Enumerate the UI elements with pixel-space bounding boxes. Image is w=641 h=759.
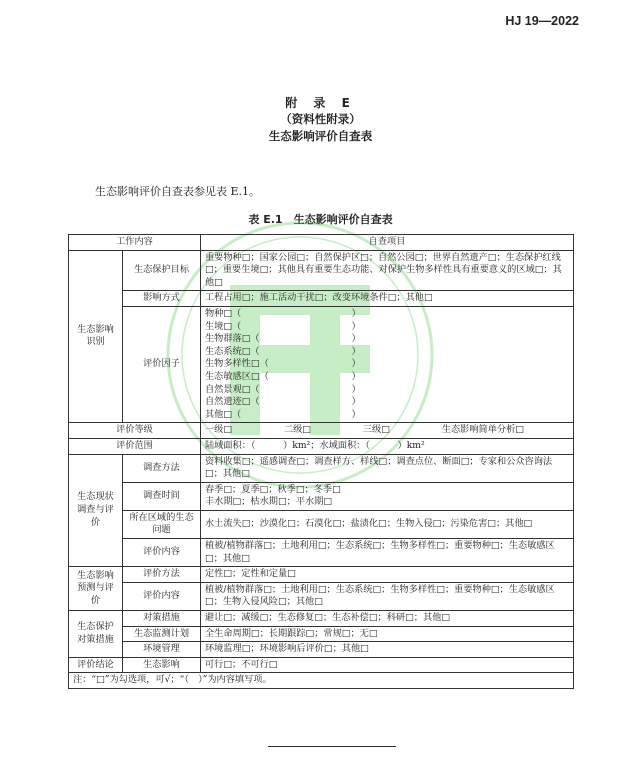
table-row <box>69 510 574 538</box>
row-label-measures: 对策措施 <box>123 611 201 627</box>
survey-time-water-periods: 丰水期□；枯水期□；平水期□ <box>205 496 333 508</box>
table-caption: 表 E.1 生态影响评价自查表 <box>248 213 393 226</box>
grade-option: 二级□ <box>283 424 311 436</box>
row-text-prediction-method: 定性□；定性和定量□ <box>201 567 574 583</box>
row-text-ecological-impact: 可行□；不可行□ <box>201 657 574 673</box>
factor-item: 生境□（ ） <box>205 320 361 332</box>
row-label-prediction-method: 评价方法 <box>123 567 201 583</box>
factor-list <box>201 306 574 422</box>
table-row <box>69 539 574 567</box>
table-row <box>69 626 574 642</box>
appendix-name: 生态影响评价自查表 <box>268 129 373 143</box>
factor-item: 生态敏感区□（ ） <box>205 370 361 382</box>
row-text-prediction-content: 植被/植物群落□；土地利用□；生态系统□；生物多样性□；重要物种□；生态敏感区□；生物入侵风险□；其他□ <box>201 582 574 610</box>
table-row <box>69 567 574 583</box>
factor-item: 生态系统□（ ） <box>205 345 361 357</box>
table-row <box>69 306 574 422</box>
group-impact-identification: 生态影响识别 <box>69 250 123 423</box>
group-protection-measures: 生态保护对策措施 <box>69 611 123 658</box>
grade-option: 生态影响简单分析□ <box>441 424 524 436</box>
table-row <box>69 423 574 439</box>
table-row <box>69 454 574 482</box>
row-label-eval-scope: 评价范围 <box>69 438 201 454</box>
row-label-eval-grade: 评价等级 <box>69 423 201 439</box>
row-text-env-management: 环境监理□；环境影响后评价□；其他□ <box>201 642 574 658</box>
table-row <box>69 482 574 510</box>
self-check-table <box>68 234 574 689</box>
row-text-eval-scope: 陆域面积：（ ）km²；水域面积：（ ）km² <box>201 438 574 454</box>
standard-code: HJ 19—2022 <box>505 14 579 28</box>
row-label-monitoring-plan: 生态监测计划 <box>123 626 201 642</box>
factor-item: 自然遗迹□（ ） <box>205 396 361 408</box>
row-label-eval-factor: 评价因子 <box>123 306 201 422</box>
factor-item: 生物多样性□（ ） <box>205 358 361 370</box>
row-label-protection-target: 生态保护目标 <box>123 250 201 291</box>
row-label-impact-method: 影响方式 <box>123 291 201 307</box>
row-text-status-content: 植被/植物群落□；土地利用□；生态系统□；生物多样性□；重要物种□；生态敏感区□；其他□ <box>201 539 574 567</box>
table-row <box>69 642 574 658</box>
row-text-impact-method: 工程占用□；施工活动干扰□；改变环境条件□；其他□ <box>201 291 574 307</box>
row-text-survey-time <box>201 482 574 510</box>
survey-time-seasons: 春季□；夏季□；秋季□；冬季□ <box>205 483 341 495</box>
header-work-content: 工作内容 <box>69 235 201 251</box>
grade-option: 一级□ <box>205 424 233 436</box>
table-note-row <box>69 673 574 689</box>
factor-item: 物种□（ ） <box>205 307 361 319</box>
header-check-items: 自查项目 <box>201 235 574 251</box>
factor-item: 自然景观□（ ） <box>205 383 361 395</box>
row-text-monitoring-plan: 全生命周期□；长期跟踪□；常规□；无□ <box>201 626 574 642</box>
row-label-ecological-impact: 生态影响 <box>123 657 201 673</box>
table-row <box>69 291 574 307</box>
row-text-measures: 避让□；减缓□；生态修复□；生态补偿□；科研□；其他□ <box>201 611 574 627</box>
row-text-protection-target: 重要物种□；国家公园□；自然保护区□；自然公园□；世界自然遗产□；生态保护红线□；重要生境□；其他具有重要生态功能、对保护生物多样性具有重要意义的区域□；其他□ <box>201 250 574 291</box>
group-impact-prediction: 生态影响预测与评价 <box>69 567 123 611</box>
footer-rule <box>268 746 396 747</box>
appendix-title: 附 录 E <box>285 96 356 110</box>
row-label-env-management: 环境管理 <box>123 642 201 658</box>
appendix-subtitle: （资料性附录） <box>280 112 361 126</box>
row-label-survey-time: 调查时间 <box>123 482 201 510</box>
table-row <box>69 657 574 673</box>
table-row <box>69 582 574 610</box>
row-label-prediction-content: 评价内容 <box>123 582 201 610</box>
table-row <box>69 438 574 454</box>
table-note: 注：“□”为勾选项，可√；“（ ）”为内容填写项。 <box>69 673 574 689</box>
row-label-status-content: 评价内容 <box>123 539 201 567</box>
factor-item: 其他□（ ） <box>205 408 361 420</box>
row-label-regional-issues: 所在区域的生态问题 <box>123 510 201 538</box>
intro-paragraph: 生态影响评价自查表参见表 E.1。 <box>95 185 261 198</box>
table-row <box>69 611 574 627</box>
row-text-survey-method: 资料收集□；遥感调查□；调查样方、样线□；调查点位、断面□；专家和公众咨询法□；其他□ <box>201 454 574 482</box>
table-row <box>69 250 574 291</box>
factor-item: 生物群落□（ ） <box>205 333 361 345</box>
row-label-survey-method: 调查方法 <box>123 454 201 482</box>
row-text-eval-grade <box>201 423 574 439</box>
group-status-survey: 生态现状调查与评价 <box>69 454 123 567</box>
table-header-row <box>69 235 574 251</box>
row-text-regional-issues: 水土流失□；沙漠化□；石漠化□；盐渍化□；生物入侵□；污染危害□；其他□ <box>201 510 574 538</box>
grade-option: 三级□ <box>362 424 390 436</box>
group-conclusion: 评价结论 <box>69 657 123 673</box>
